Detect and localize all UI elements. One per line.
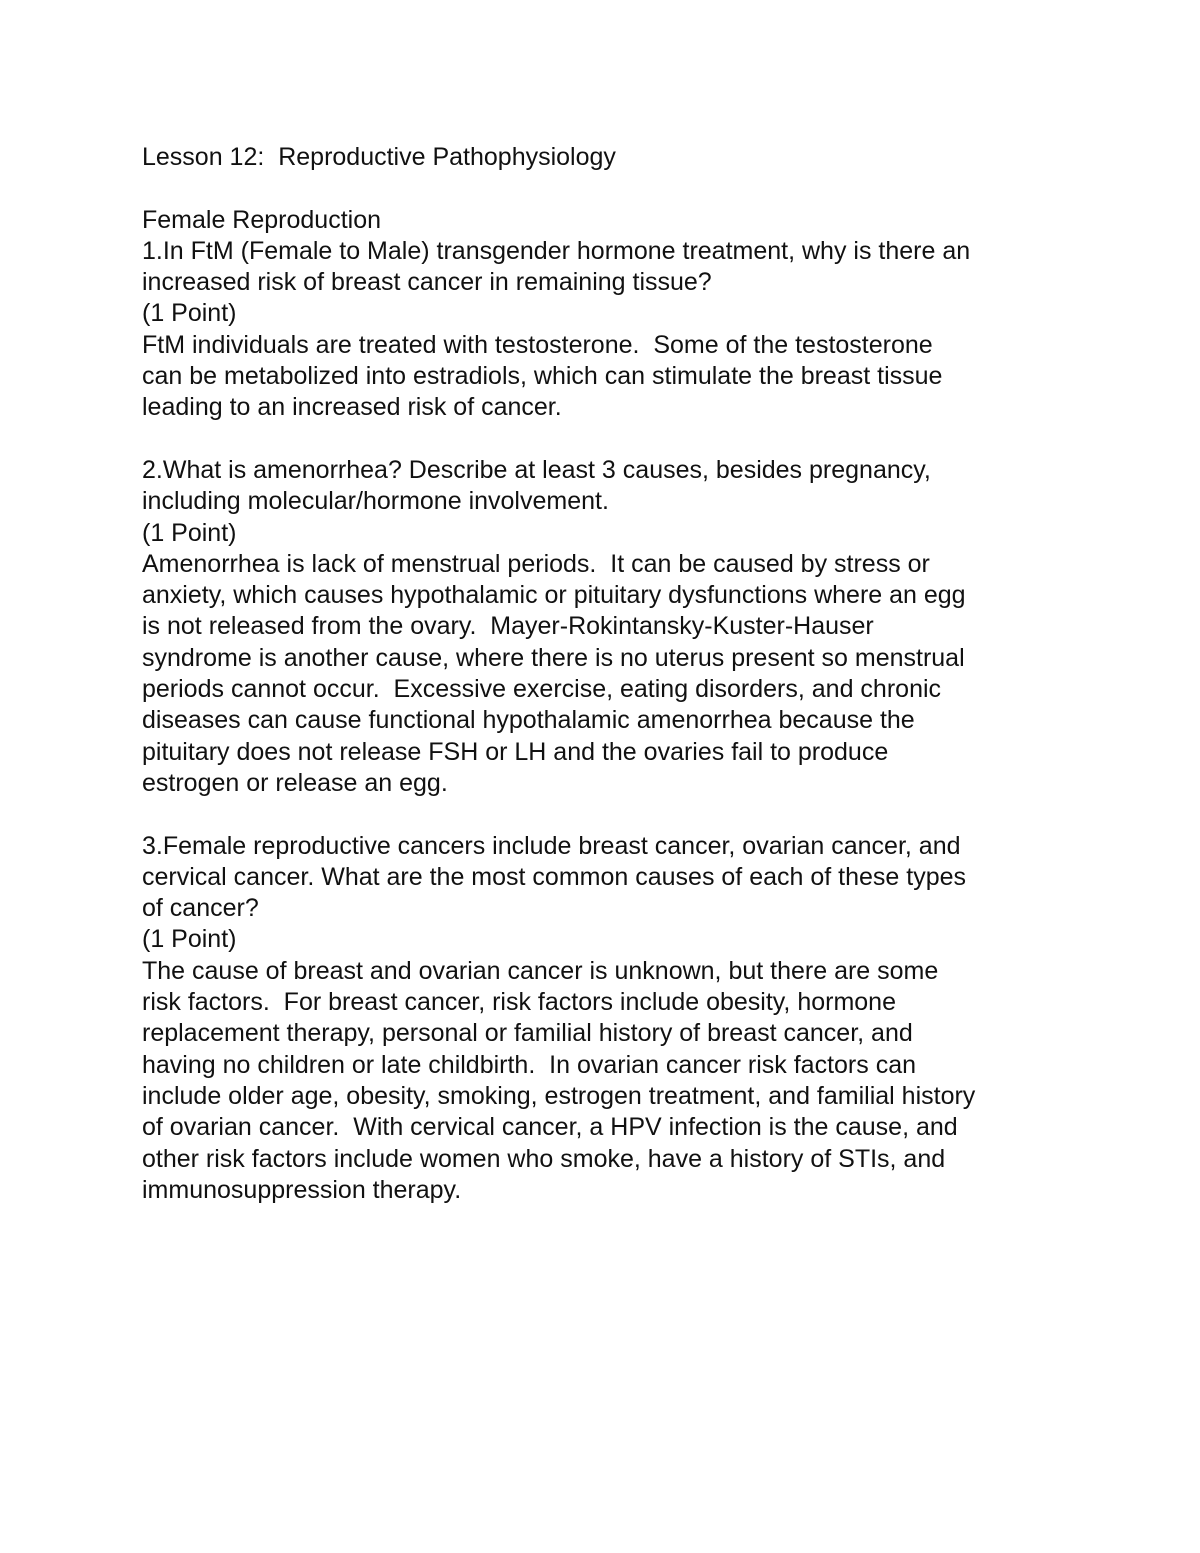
answer-text: risk factors. For breast cancer, risk factors include obesity, hormone	[142, 988, 896, 1017]
answer-text: is not released from the ovary. Mayer-Rokintansky-Kuster-Hauser	[142, 612, 874, 641]
document-body	[142, 142, 1082, 1206]
question-1	[142, 236, 1082, 424]
spacer	[142, 424, 1082, 455]
answer-text: having no children or late childbirth. In ovarian cancer risk factors can	[142, 1050, 916, 1079]
answer-text: immunosuppression therapy.	[142, 1175, 462, 1204]
answer-text: estrogen or release an egg.	[142, 768, 448, 797]
answer-text: pituitary does not release FSH or LH and the ovaries fail to produce	[142, 737, 889, 766]
question-text: increased risk of breast cancer in remaining tissue?	[142, 268, 712, 297]
answer-text: anxiety, which causes hypothalamic or pituitary dysfunctions where an egg	[142, 581, 966, 610]
points-label: (1 Point)	[142, 518, 237, 547]
section-heading: Female Reproduction	[142, 205, 382, 234]
points-label: (1 Point)	[142, 925, 237, 954]
question-text: cervical cancer. What are the most common causes of each of these types	[142, 862, 966, 891]
answer-text: replacement therapy, personal or familial history of breast cancer, and	[142, 1019, 913, 1048]
points-label: (1 Point)	[142, 299, 237, 328]
answer-text: include older age, obesity, smoking, estrogen treatment, and familial history	[142, 1081, 976, 1110]
question-text: 3.Female reproductive cancers include breast cancer, ovarian cancer, and	[142, 831, 961, 860]
question-3	[142, 831, 1082, 1207]
answer-text: can be metabolized into estradiols, which can stimulate the breast tissue	[142, 362, 943, 391]
spacer	[142, 799, 1082, 830]
answer-text: of ovarian cancer. With cervical cancer, a HPV infection is the cause, and	[142, 1113, 958, 1142]
question-text: 1.In FtM (Female to Male) transgender hormone treatment, why is there an	[142, 236, 971, 265]
answer-text: diseases can cause functional hypothalamic amenorrhea because the	[142, 706, 915, 735]
question-text: 2.What is amenorrhea? Describe at least 3 causes, besides pregnancy,	[142, 455, 931, 484]
lesson-title: Lesson 12: Reproductive Pathophysiology	[142, 143, 616, 171]
answer-text: syndrome is another cause, where there is no uterus present so menstrual	[142, 643, 965, 672]
answer-text: leading to an increased risk of cancer.	[142, 393, 562, 422]
question-2	[142, 455, 1082, 799]
question-text: of cancer?	[142, 894, 259, 923]
answer-text: periods cannot occur. Excessive exercise, eating disorders, and chronic	[142, 675, 942, 704]
spacer	[142, 173, 1082, 204]
answer-text: Amenorrhea is lack of menstrual periods. It can be caused by stress or	[142, 549, 930, 578]
answer-text: FtM individuals are treated with testosterone. Some of the testosterone	[142, 330, 933, 359]
answer-text: other risk factors include women who smoke, have a history of STIs, and	[142, 1144, 946, 1173]
answer-text: The cause of breast and ovarian cancer is unknown, but there are some	[142, 956, 939, 985]
question-text: including molecular/hormone involvement.	[142, 487, 609, 516]
